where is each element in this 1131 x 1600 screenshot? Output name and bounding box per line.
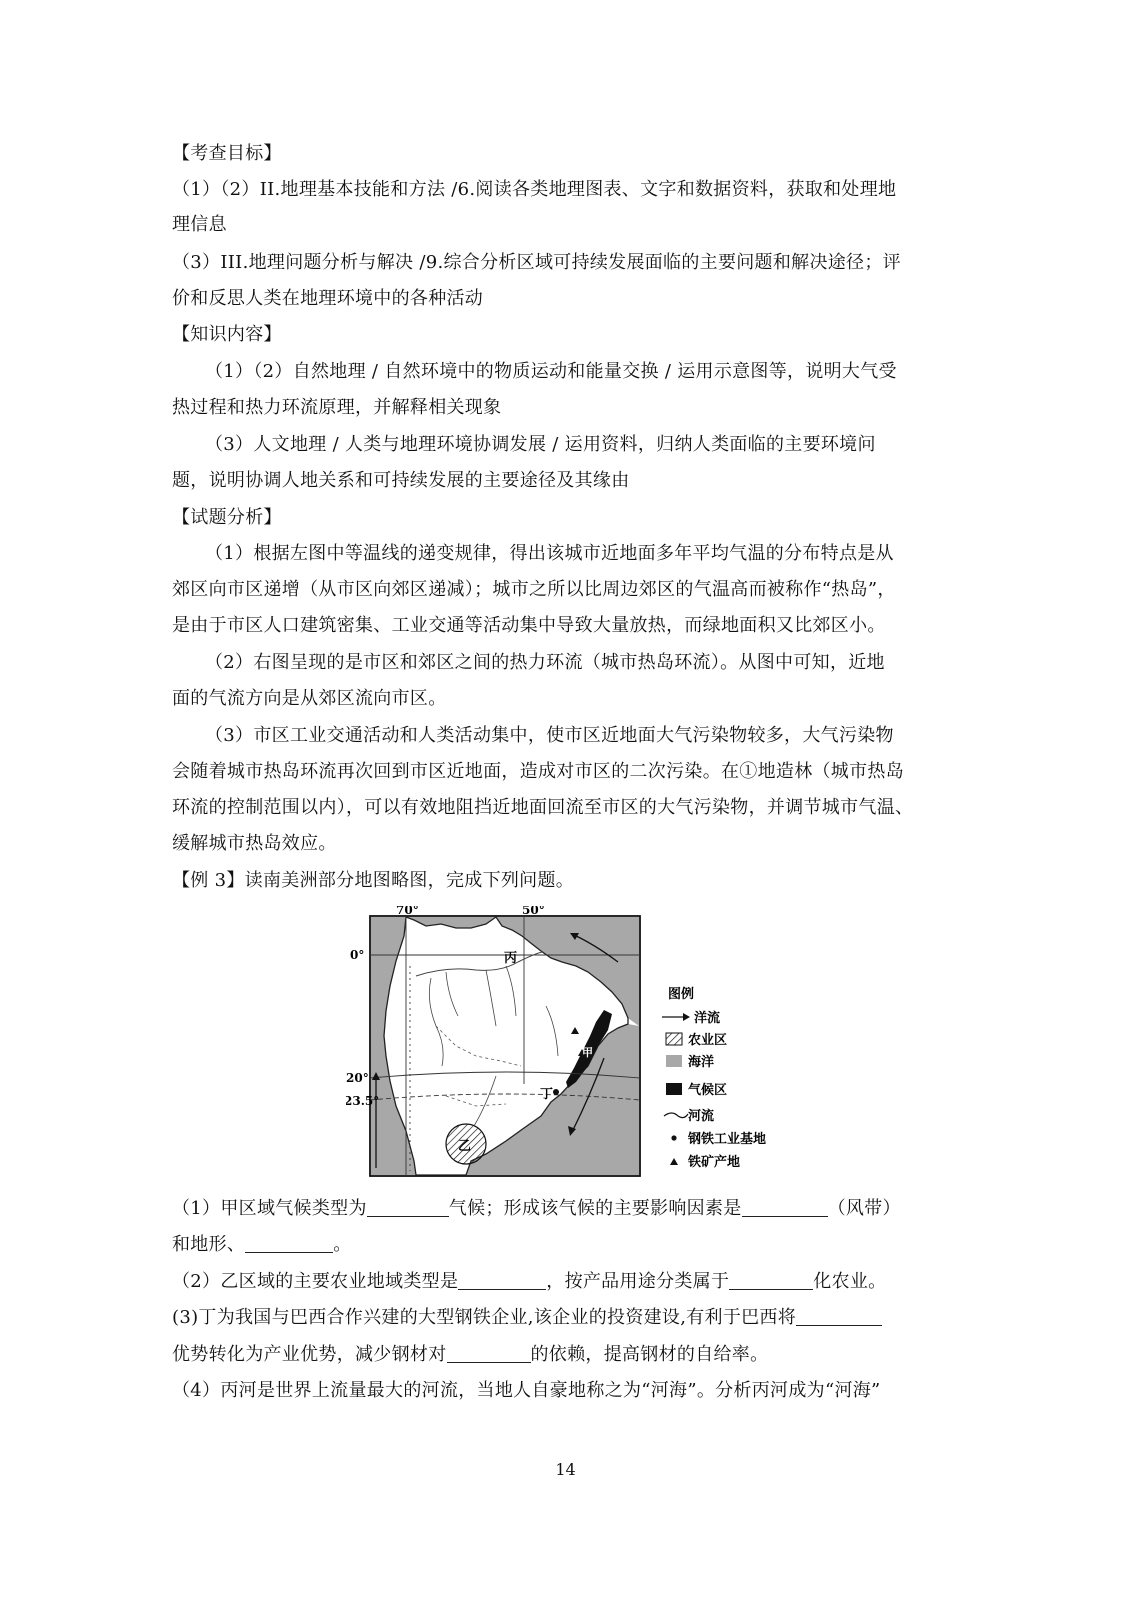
legend-river-label: 河流	[688, 1109, 715, 1124]
lon-70-label: 70°	[396, 906, 419, 917]
lat-0-label: 0°	[350, 948, 365, 962]
south-america-map-figure	[346, 906, 786, 1180]
goal-line: 理信息	[172, 214, 227, 235]
legend-iron-icon	[670, 1158, 678, 1165]
legend-arrowhead-icon	[683, 1013, 690, 1021]
goal-heading: 【考查目标】	[172, 143, 282, 164]
question-text: （1）甲区域气候类型为	[172, 1198, 367, 1219]
answer-blank[interactable]	[447, 1344, 531, 1363]
question-text: 和地形、	[172, 1234, 246, 1255]
legend-title: 图例	[668, 987, 695, 1002]
analysis-line: 缓解城市热岛效应。	[172, 833, 337, 854]
knowledge-line: （1）（2）自然地理 / 自然环境中的物质运动和能量交换 / 运用示意图等，说明大气受	[205, 361, 897, 382]
analysis-line: （1）根据左图中等温线的递变规律，得出该城市近地面多年平均气温的分布特点是从	[205, 543, 894, 564]
legend-ocean-icon	[666, 1055, 682, 1067]
answer-blank[interactable]	[245, 1234, 333, 1253]
label-ding: 丁	[540, 1087, 554, 1102]
analysis-line: 郊区向市区递增（从市区向郊区递减）；城市之所以比周边郊区的气温高而被称作“热岛”，	[172, 579, 896, 600]
question-text: 。	[333, 1234, 352, 1255]
answer-blank[interactable]	[458, 1271, 546, 1290]
label-bing: 丙	[504, 951, 518, 966]
legend-ocean-label: 海洋	[688, 1055, 715, 1070]
south-america-map	[346, 906, 786, 1180]
question-text: 化农业。	[813, 1271, 887, 1292]
question-text: 的依赖，提高钢材的自给率。	[530, 1344, 769, 1365]
question-text: 优势转化为产业优势，减少钢材对	[172, 1344, 447, 1365]
answer-blank[interactable]	[729, 1271, 813, 1290]
question-2-line	[172, 1270, 886, 1294]
lon-50-label: 50°	[522, 906, 545, 917]
lat-23-5-label: 23.5°	[346, 1094, 380, 1108]
question-4-line: （4）丙河是世界上流量最大的河流，当地人自豪地称之为“河海”。分析丙河成为“河海”	[172, 1380, 881, 1401]
question-text: 气候；形成该气候的主要影响因素是	[448, 1198, 742, 1219]
example-title: 【例 3】读南美洲部分地图略图，完成下列问题。	[172, 870, 575, 891]
analysis-heading: 【试题分析】	[172, 507, 282, 528]
analysis-line: 面的气流方向是从郊区流向市区。	[172, 688, 447, 709]
answer-blank[interactable]	[742, 1198, 828, 1217]
legend-agri-label: 农业区	[688, 1033, 728, 1048]
knowledge-line: （3）人文地理 / 人类与地理环境协调发展 / 运用资料，归纳人类面临的主要环境问	[205, 434, 876, 455]
goal-line: 价和反思人类在地理环境中的各种活动	[172, 288, 484, 309]
legend-climate-label: 气候区	[688, 1083, 728, 1098]
question-text: ，按产品用途分类属于	[546, 1271, 730, 1292]
question-text: （风带）	[827, 1198, 901, 1219]
question-text: (3)丁为我国与巴西合作兴建的大型钢铁企业,该企业的投资建设,有利于巴西将	[172, 1307, 797, 1328]
analysis-line: 是由于市区人口建筑密集、工业交通等活动集中导致大量放热，而绿地面积又比郊区小。	[172, 615, 886, 636]
goal-line: （3）III.地理问题分析与解决 /9.综合分析区域可持续发展面临的主要问题和解决途径；评	[172, 252, 901, 273]
analysis-line: 环流的控制范围以内），可以有效地阻挡近地面回流至市区的大气污染物，并调节城市气温、	[172, 797, 914, 818]
question-1-line	[172, 1197, 901, 1221]
lat-20-label: 20°	[346, 1071, 369, 1085]
map-legend	[662, 986, 766, 1170]
page-number: 14	[555, 1460, 576, 1479]
analysis-line: （3）市区工业交通活动和人类活动集中，使市区近地面大气污染物较多，大气污染物	[205, 725, 894, 746]
answer-blank[interactable]	[367, 1198, 449, 1217]
analysis-line: 会随着城市热岛环流再次回到市区近地面，造成对市区的二次污染。在①地造林（城市热岛	[172, 761, 904, 782]
analysis-line: （2）右图呈现的是市区和郊区之间的热力环流（城市热岛环流）。从图中可知，近地	[205, 652, 885, 673]
legend-climate-icon	[666, 1083, 682, 1095]
question-3-line	[172, 1306, 882, 1330]
steel-base-ding	[553, 1089, 559, 1095]
question-1-line	[172, 1233, 352, 1257]
legend-iron-label: 铁矿产地	[688, 1155, 741, 1170]
question-3-line	[172, 1343, 768, 1367]
legend-steel-icon	[671, 1135, 676, 1140]
label-jia: 甲	[582, 1046, 593, 1059]
knowledge-heading: 【知识内容】	[172, 324, 282, 345]
legend-steel-label: 钢铁工业基地	[688, 1132, 767, 1147]
answer-blank[interactable]	[796, 1307, 882, 1326]
legend-agri-icon	[666, 1033, 682, 1045]
question-text: （2）乙区域的主要农业地域类型是	[172, 1271, 459, 1292]
goal-line: （1）（2）II.地理基本技能和方法 /6.阅读各类地理图表、文字和数据资料，获取和处理地	[172, 179, 897, 200]
legend-river-icon	[664, 1113, 688, 1118]
legend-current-label: 洋流	[694, 1011, 721, 1026]
label-yi: 乙	[458, 1139, 472, 1154]
knowledge-line: 题，说明协调人地关系和可持续发展的主要途径及其缘由	[172, 470, 630, 491]
knowledge-line: 热过程和热力环流原理，并解释相关现象	[172, 397, 502, 418]
